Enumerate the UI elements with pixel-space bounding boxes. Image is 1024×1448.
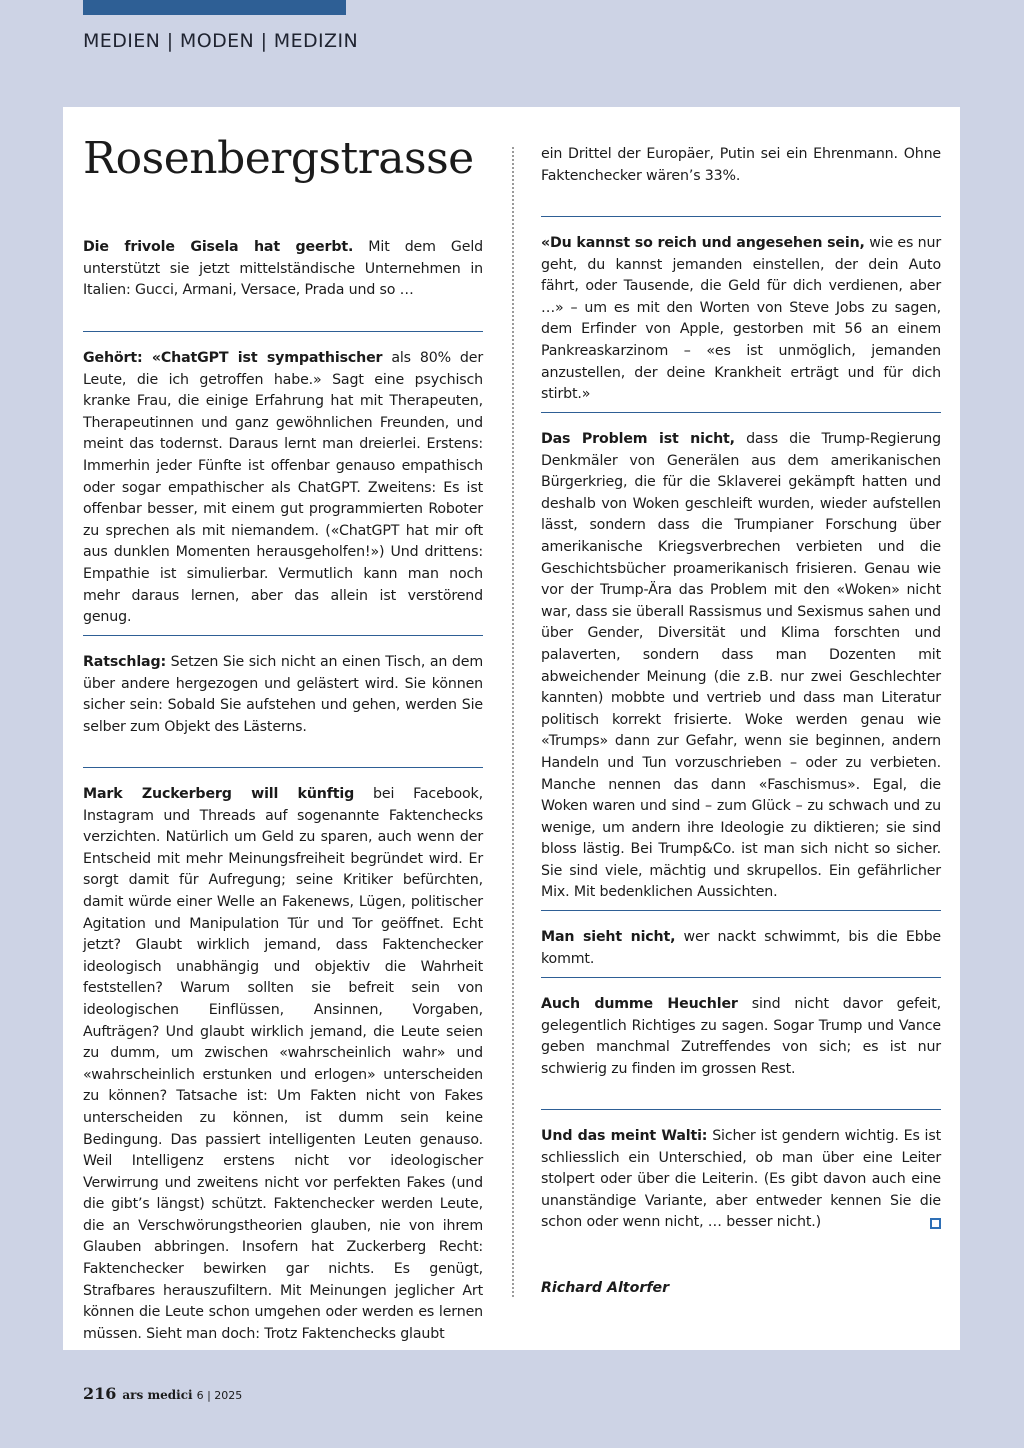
paragraph-text: Setzen Sie sich nicht an einen Tisch, an dem über andere hergezogen und gelästert wird. Sie können sicher sein: Sobald Sie aufstehen und gehen, werden Sie selber zum Objekt des Lästerns. (83, 654, 483, 735)
paragraph-gisela (83, 237, 483, 302)
paragraph-walti (541, 1126, 941, 1234)
paragraph-continuation (541, 144, 941, 187)
paragraph-lead: Ratschlag: (83, 654, 167, 670)
section-rule (541, 977, 941, 978)
column-divider (512, 147, 514, 1297)
section-rule (541, 1109, 941, 1110)
section-rule (541, 412, 941, 413)
paragraph-text: als 80% der Leute, die ich getroffen habe.» Sagt eine psychisch kranke Frau, die einige Erfahrung hat mit Therapeuten, Therapeutinnen und ganz gewöhnlichen Freunden, und meint das todernst. Daraus lernt man dreierlei. Erstens: Immerhin jeder Fünfte ist offenbar genauso empathisch oder sogar empathischer als ChatGPT. Zweitens: Es ist offenbar besser, mit einem gut programmierten Roboter zu sprechen als mit niemandem. («ChatGPT hat mir oft aus dunklen Momenten herausgeholfen!») Und drittens: Empathie ist simulierbar. Vermutlich kann man noch mehr daraus lernen, aber das allein ist verstörend genug. (83, 350, 484, 626)
end-of-article-icon (930, 1218, 941, 1229)
paragraph-lead: Und das meint Walti: (541, 1128, 708, 1144)
paragraph-lead: Auch dumme Heuchler (541, 996, 738, 1012)
section-rule (541, 216, 941, 217)
paragraph-text: sind nicht davor gefeit, gelegentlich Richtiges zu sagen. Sogar Trump und Vance geben manchmal Zutreffendes von sich; es ist nur schwierig zu finden im grossen Rest. (541, 996, 942, 1077)
paragraph-text: wie es nur geht, du kannst jemanden einstellen, der dein Auto fährt, oder Tausende, die Geld für dich verdienen, aber …» – um es mit den Worten von Steve Jobs zu sagen, dem Erfinder von Apple, gestorben mit 56 an einem Pankreaskarzinom – «es ist unmöglich, jemanden anzustellen, der deine Krankheit erträgt und für dich stirbt.» (541, 235, 941, 403)
paragraph-ebbe (541, 927, 941, 970)
paragraph-lead: Das Problem ist nicht, (541, 431, 735, 447)
paragraph-lead: Mark Zuckerberg will künftig (83, 786, 355, 802)
paragraph-text: dass die Trump-Regierung Denkmäler von Generälen aus dem amerikanischen Bürgerkrieg, die für die Sklaverei gekämpft hatten und deshalb von Woken geschleift wurden, wieder aufstellen lässt, sondern dass die Trumpianer Forschung über amerikanische Kriegsverbrechen verbieten und die Geschichtsbücher proamerikanisch frisieren. Genau wie vor der Trump-Ära das Problem mit den «Woken» nicht war, dass sie überall Rassismus und Sexismus sahen und über Gender, Diversität und Klima forschten und palaverten, sondern dass man Dozenten mit abweichender Meinung (die z.B. nur zwei Geschlechter kannten) mobbte und vertrieb und dass man Literatur politisch korrekt frisierte. Woke werden genau wie «Trumps» dann zur Gefahr, wenn sie beginnen, andern Handeln und Tun vorzuschrieben – oder zu verbieten. Manche nennen das dann «Faschismus». Egal, die Woken waren und sind – zum Glück – zu schwach und zu wenige, um andern ihre Ideologie zu diktieren; sie sind bloss lästig. Bei Trump&Co. ist man sich nicht so sicher. Sie sind viele, mächtig und skrupellos. Ein gefährlicher Mix. Mit bedenklichen Aussichten. (541, 431, 941, 901)
author-name: Richard Altorfer (541, 1280, 670, 1296)
section-rule (83, 331, 483, 332)
paragraph-chatgpt (83, 348, 483, 629)
paragraph-text: ein Drittel der Europäer, Putin sei ein Ehrenmann. Ohne Faktenchecker wären’s 33%. (541, 146, 941, 184)
top-accent-bar (83, 0, 346, 15)
paragraph-trump (541, 429, 941, 904)
paragraph-heuchler (541, 994, 941, 1080)
section-header: MEDIEN | MODEN | MEDIZIN (83, 30, 359, 52)
issue-number: 6 | 2025 (196, 1389, 243, 1402)
paragraph-text: bei Facebook, Instagram und Threads auf sogenannte Faktenchecks verzichten. Natürlich um Geld zu sparen, auch wenn der Entscheid mit mehr Meinungsfreiheit begründet wird. Er sorgt damit für Aufregung; seine Kritiker befürchten, damit würde einer Welle an Fakenews, Lügen, politischer Agitation und Manipulation Tür und Tor geöffnet. Echt jetzt? Glaubt wirklich jemand, dass Faktenchecker ideologisch unabhängig und objektiv die Wahrheit feststellen? Warum sollten sie befreit sein von ideologischen Einflüssen, Ansinnen, Vorgaben, Aufträgen? Und glaubt wirklich jemand, die Leute seien zu dumm, um zwischen «wahrscheinlich wahr» und «wahrscheinlich erstunken und erlogen» unterscheiden zu können? Tatsache ist: Um Fakten nicht von Fakes unterscheiden zu können, ist dumm sein keine Bedingung. Das passiert intelligenten Leuten genauso. Weil Intelligenz erstens nicht vor ideologischer Verwirrung und zweitens nicht vor perfekten Fakes (und die gibt’s längst) schützt. Faktenchecker werden Leute, die an Verschwörungstheorien glauben, nie von ihrem Glauben abbringen. Insofern hat Zuckerberg Recht: Faktenchecker bewirken gar nichts. Es genügt, Strafbares herauszufiltern. Mit Meinungen jeglicher Art können die Leute schon umgehen oder werden es lernen müssen. Sieht man doch: Trotz Faktenchecks glaubt (83, 786, 483, 1342)
page-number: 216 (83, 1384, 117, 1403)
section-rule (541, 910, 941, 911)
paragraph-lead: «Du kannst so reich und angesehen sein, (541, 235, 865, 251)
paragraph-steve-jobs (541, 233, 941, 406)
paragraph-lead: Die frivole Gisela hat geerbt. (83, 239, 354, 255)
page-footer (83, 1384, 242, 1403)
paragraph-zuckerberg (83, 784, 483, 1345)
magazine-name: ars medici (122, 1388, 193, 1402)
paragraph-text: Sicher ist gendern wichtig. Es ist schliesslich ein Unterschied, ob man über eine Leiter stolpert oder über die Leiterin. (Es gibt davon auch eine unanständige Variante, aber entweder kennen Sie die schon oder wenn nicht, … besser nicht.) (541, 1128, 941, 1231)
paragraph-lead: Man sieht nicht, (541, 929, 676, 945)
section-rule (83, 635, 483, 636)
article-title: Rosenbergstrasse (83, 133, 474, 184)
paragraph-text: wer nackt schwimmt, bis die Ebbe kommt. (541, 929, 941, 967)
paragraph-text: Mit dem Geld unterstützt sie jetzt mittelständische Unternehmen in Italien: Gucci, Armani, Versace, Prada und so … (83, 239, 483, 299)
paragraph-lead: Gehört: «ChatGPT ist sympathischer (83, 350, 383, 366)
paragraph-ratschlag (83, 652, 483, 738)
section-rule (83, 767, 483, 768)
